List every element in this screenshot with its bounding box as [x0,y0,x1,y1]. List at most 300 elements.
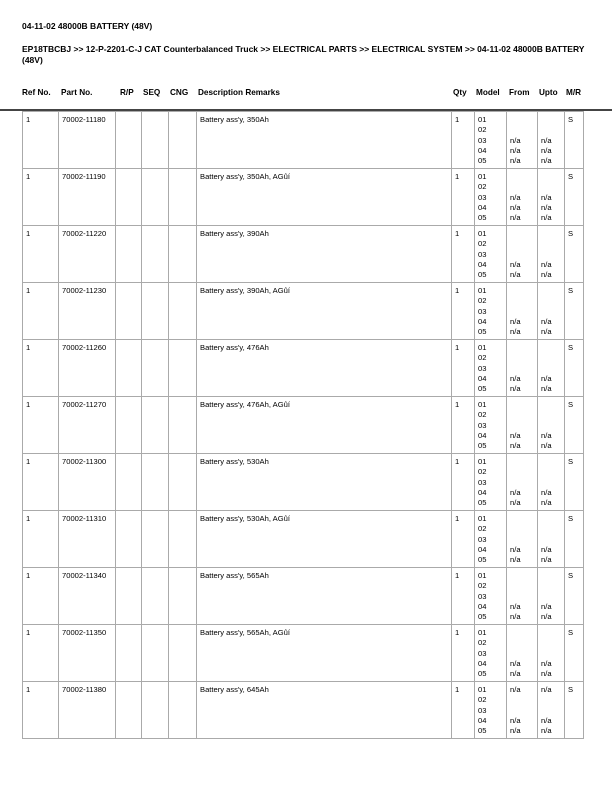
from-cell-line [510,400,534,410]
part-no-cell: 70002-11310 [59,511,116,568]
model-cell-line: 04 [478,316,487,326]
upto-cell [538,226,565,283]
mr-cell: S [565,511,584,568]
model-cell [475,454,507,511]
from-cell-line: n/a [510,441,521,451]
model-cell [475,112,507,169]
model-cell-line: 04 [478,715,487,725]
from-cell-line: n/a [510,601,521,611]
from-cell-line [510,467,534,477]
upto-cell-line: n/a [541,384,552,394]
upto-cell-line [541,457,561,467]
upto-cell-line: n/a [541,612,552,622]
upto-cell [538,340,565,397]
part-no-cell: 70002-11300 [59,454,116,511]
mr-cell: S [565,112,584,169]
upto-cell-line: n/a [541,213,552,223]
upto-cell-line: n/a [541,441,552,451]
upto-cell-line [541,296,561,306]
mr-cell: S [565,682,584,739]
from-cell-line [510,592,534,602]
from-cell-line [510,286,534,296]
from-cell-line [510,695,534,705]
mr-cell: S [565,397,584,454]
upto-cell-line [541,229,561,239]
seq-cell [142,397,169,454]
from-cell-line [510,457,534,467]
upto-cell-line: n/a [541,373,552,383]
mr-cell: S [565,454,584,511]
description-cell: Battery ass'y, 645Ah [197,682,452,739]
from-cell-line [510,172,534,182]
from-cell [507,397,538,454]
rp-cell [116,568,142,625]
rp-cell [116,682,142,739]
rp-cell [116,169,142,226]
col-mr: M/R [566,88,582,97]
upto-cell-line: n/a [541,135,552,145]
seq-cell [142,226,169,283]
part-no-cell: 70002-11230 [59,283,116,340]
ref-cell: 1 [23,112,59,169]
rp-cell [116,511,142,568]
rp-cell [116,340,142,397]
rp-cell [116,112,142,169]
cng-cell [169,682,197,739]
model-cell-line: 02 [478,182,487,192]
cng-cell [169,226,197,283]
ref-cell: 1 [23,568,59,625]
model-cell-line: 05 [478,384,487,394]
model-cell-line: 02 [478,524,487,534]
from-cell-line [510,343,534,353]
model-cell-line: 01 [478,115,487,124]
table-row [23,283,584,340]
description-cell: Battery ass'y, 476Ah, AGûí [197,397,452,454]
from-cell-line: n/a [510,498,521,508]
model-cell-line: 01 [478,400,487,409]
model-cell [475,226,507,283]
qty-cell: 1 [452,226,475,283]
col-cng: CNG [170,88,189,97]
description-cell: Battery ass'y, 565Ah [197,568,452,625]
upto-cell-line: n/a [541,259,552,269]
seq-cell [142,340,169,397]
model-cell [475,169,507,226]
upto-cell-line: n/a [541,685,552,694]
from-cell-line: n/a [510,213,521,223]
ref-cell: 1 [23,511,59,568]
col-rp: R/P [120,88,134,97]
from-cell [507,511,538,568]
qty-cell: 1 [452,511,475,568]
from-cell-line: n/a [510,135,521,145]
part-no-cell: 70002-11340 [59,568,116,625]
from-cell-line: n/a [510,555,521,565]
from-cell-line [510,250,534,260]
upto-cell-line [541,649,561,659]
model-cell-line: 01 [478,172,487,181]
from-cell-line [510,296,534,306]
model-cell-line: 02 [478,638,487,648]
upto-cell-line [541,638,561,648]
cng-cell [169,454,197,511]
model-cell [475,397,507,454]
model-cell-line: 01 [478,685,487,694]
from-cell-line [510,353,534,363]
upto-cell-line [541,571,561,581]
upto-cell-line: n/a [541,327,552,337]
upto-cell-line [541,125,561,135]
part-no-cell: 70002-11180 [59,112,116,169]
upto-cell-line [541,115,561,125]
model-cell-line: 04 [478,145,487,155]
model-cell-line: 01 [478,343,487,352]
model-cell-line: 01 [478,457,487,466]
from-cell-line [510,649,534,659]
upto-cell-line [541,250,561,260]
table-row [23,226,584,283]
col-ref: Ref No. [22,88,51,97]
col-seq: SEQ [143,88,161,97]
model-cell-line: 03 [478,420,487,430]
parts-table [22,111,584,739]
seq-cell [142,511,169,568]
from-cell-line: n/a [510,156,521,166]
from-cell-line [510,524,534,534]
model-cell-line: 01 [478,628,487,637]
upto-cell-line: n/a [541,544,552,554]
from-cell-line [510,638,534,648]
model-cell-line: 04 [478,373,487,383]
table-row [23,511,584,568]
model-cell-line: 05 [478,555,487,565]
upto-cell [538,454,565,511]
upto-cell-line: n/a [541,270,552,280]
cng-cell [169,283,197,340]
ref-cell: 1 [23,454,59,511]
table-row [23,397,584,454]
qty-cell: 1 [452,112,475,169]
model-cell-line: 03 [478,477,487,487]
part-no-cell: 70002-11380 [59,682,116,739]
seq-cell [142,568,169,625]
model-cell [475,568,507,625]
cng-cell [169,568,197,625]
mr-cell: S [565,226,584,283]
upto-cell-line: n/a [541,669,552,679]
from-cell-line [510,125,534,135]
from-cell-line: n/a [510,669,521,679]
upto-cell-line [541,467,561,477]
model-cell-line: 01 [478,571,487,580]
from-cell-line: n/a [510,544,521,554]
ref-cell: 1 [23,625,59,682]
col-from: From [509,88,530,97]
upto-cell-line: n/a [541,156,552,166]
cng-cell [169,169,197,226]
upto-cell-line [541,592,561,602]
model-cell-line: 02 [478,581,487,591]
model-cell-line: 02 [478,125,487,135]
model-cell-line: 03 [478,648,487,658]
from-cell-line [510,628,534,638]
model-cell-line: 05 [478,270,487,280]
from-cell-line: n/a [510,316,521,326]
description-cell: Battery ass'y, 390Ah [197,226,452,283]
table-row [23,169,584,226]
from-cell-line [510,307,534,317]
col-qty: Qty [453,88,467,97]
upto-cell-line [541,581,561,591]
model-cell [475,625,507,682]
from-cell-line [510,364,534,374]
model-cell-line: 02 [478,239,487,249]
description-cell: Battery ass'y, 476Ah [197,340,452,397]
table-row [23,454,584,511]
rp-cell [116,226,142,283]
upto-cell-line: n/a [541,715,552,725]
breadcrumb: EP18TBCBJ >> 12-P-2201-C-J CAT Counterbalanced Truck >> ELECTRICAL PARTS >> ELECTRICAL SYSTEM >> 04-11-02 48000B BATTERY (48V) [22,44,585,65]
seq-cell [142,625,169,682]
upto-cell-line [541,364,561,374]
model-cell-line: 04 [478,658,487,668]
upto-cell-line: n/a [541,726,552,736]
part-no-cell: 70002-11260 [59,340,116,397]
upto-cell-line [541,706,561,716]
upto-cell-line [541,353,561,363]
from-cell-line [510,478,534,488]
seq-cell [142,112,169,169]
model-cell-line: 03 [478,534,487,544]
from-cell-line: n/a [510,487,521,497]
from-cell-line [510,571,534,581]
upto-cell [538,568,565,625]
table-row [23,340,584,397]
model-cell-line: 04 [478,259,487,269]
mr-cell: S [565,625,584,682]
model-cell-line: 04 [478,202,487,212]
model-cell-line: 05 [478,726,487,736]
col-model: Model [476,88,500,97]
qty-cell: 1 [452,340,475,397]
upto-cell-line: n/a [541,192,552,202]
upto-cell [538,112,565,169]
cng-cell [169,112,197,169]
upto-cell [538,511,565,568]
upto-cell [538,682,565,739]
upto-cell [538,397,565,454]
mr-cell: S [565,340,584,397]
rp-cell [116,625,142,682]
from-cell-line: n/a [510,202,521,212]
upto-cell-line [541,695,561,705]
from-cell-line [510,229,534,239]
upto-cell-line [541,421,561,431]
model-cell-line: 01 [478,229,487,238]
description-cell: Battery ass'y, 530Ah, AGûí [197,511,452,568]
upto-cell-line: n/a [541,658,552,668]
qty-cell: 1 [452,454,475,511]
upto-cell [538,169,565,226]
model-cell-line: 04 [478,544,487,554]
cng-cell [169,340,197,397]
mr-cell: S [565,169,584,226]
upto-cell-line: n/a [541,430,552,440]
model-cell-line: 05 [478,441,487,451]
from-cell [507,169,538,226]
description-cell: Battery ass'y, 350Ah [197,112,452,169]
model-cell-line: 05 [478,213,487,223]
model-cell-line: 02 [478,410,487,420]
description-cell: Battery ass'y, 390Ah, AGûí [197,283,452,340]
from-cell-line [510,581,534,591]
from-cell-line [510,514,534,524]
model-cell-line: 03 [478,135,487,145]
part-no-cell: 70002-11190 [59,169,116,226]
seq-cell [142,682,169,739]
upto-cell-line: n/a [541,498,552,508]
mr-cell: S [565,283,584,340]
model-cell-line: 05 [478,612,487,622]
table-row [23,625,584,682]
description-cell: Battery ass'y, 530Ah [197,454,452,511]
upto-cell-line: n/a [541,316,552,326]
from-cell-line: n/a [510,685,521,694]
ref-cell: 1 [23,340,59,397]
upto-cell-line [541,182,561,192]
model-cell-line: 01 [478,514,487,523]
qty-cell: 1 [452,283,475,340]
upto-cell-line: n/a [541,487,552,497]
upto-cell-line [541,514,561,524]
seq-cell [142,169,169,226]
model-cell [475,340,507,397]
upto-cell-line [541,524,561,534]
upto-cell [538,283,565,340]
table-row [23,568,584,625]
from-cell [507,625,538,682]
from-cell [507,682,538,739]
from-cell-line: n/a [510,658,521,668]
ref-cell: 1 [23,682,59,739]
mr-cell: S [565,568,584,625]
ref-cell: 1 [23,397,59,454]
upto-cell-line: n/a [541,601,552,611]
upto-cell-line: n/a [541,145,552,155]
model-cell [475,682,507,739]
qty-cell: 1 [452,169,475,226]
model-cell-line: 02 [478,467,487,477]
upto-cell-line [541,478,561,488]
table-row [23,682,584,739]
page-title: 04-11-02 48000B BATTERY (48V) [22,21,153,31]
from-cell-line: n/a [510,715,521,725]
model-cell-line: 03 [478,192,487,202]
from-cell-line: n/a [510,327,521,337]
model-cell [475,283,507,340]
upto-cell-line [541,239,561,249]
part-no-cell: 70002-11350 [59,625,116,682]
cng-cell [169,625,197,682]
from-cell-line [510,535,534,545]
upto-cell-line: n/a [541,202,552,212]
from-cell-line: n/a [510,384,521,394]
from-cell-line: n/a [510,259,521,269]
description-cell: Battery ass'y, 350Ah, AGûí [197,169,452,226]
from-cell [507,112,538,169]
upto-cell-line: n/a [541,555,552,565]
part-no-cell: 70002-11270 [59,397,116,454]
from-cell-line: n/a [510,430,521,440]
col-desc: Description Remarks [198,88,280,97]
upto-cell-line [541,535,561,545]
qty-cell: 1 [452,682,475,739]
table-row [23,112,584,169]
upto-cell-line [541,307,561,317]
description-cell: Battery ass'y, 565Ah, AGûí [197,625,452,682]
from-cell [507,340,538,397]
seq-cell [142,454,169,511]
from-cell-line: n/a [510,270,521,280]
model-cell-line: 03 [478,363,487,373]
from-cell [507,283,538,340]
model-cell [475,511,507,568]
rp-cell [116,397,142,454]
upto-cell-line [541,172,561,182]
upto-cell-line [541,343,561,353]
ref-cell: 1 [23,226,59,283]
from-cell [507,568,538,625]
qty-cell: 1 [452,625,475,682]
model-cell-line: 02 [478,296,487,306]
from-cell [507,454,538,511]
from-cell-line: n/a [510,612,521,622]
from-cell-line [510,421,534,431]
qty-cell: 1 [452,568,475,625]
model-cell-line: 03 [478,705,487,715]
col-upto: Upto [539,88,558,97]
model-cell-line: 04 [478,430,487,440]
model-cell-line: 05 [478,156,487,166]
from-cell-line [510,706,534,716]
upto-cell-line [541,286,561,296]
upto-cell-line [541,400,561,410]
from-cell [507,226,538,283]
table-header [0,88,612,100]
cng-cell [169,511,197,568]
rp-cell [116,454,142,511]
ref-cell: 1 [23,283,59,340]
qty-cell: 1 [452,397,475,454]
from-cell-line: n/a [510,145,521,155]
from-cell-line: n/a [510,192,521,202]
from-cell-line [510,410,534,420]
upto-cell [538,625,565,682]
model-cell-line: 02 [478,353,487,363]
from-cell-line [510,239,534,249]
upto-cell-line [541,628,561,638]
from-cell-line [510,182,534,192]
model-cell-line: 04 [478,487,487,497]
seq-cell [142,283,169,340]
model-cell-line: 01 [478,286,487,295]
from-cell-line: n/a [510,373,521,383]
model-cell-line: 05 [478,498,487,508]
from-cell-line [510,115,534,125]
model-cell-line: 03 [478,306,487,316]
from-cell-line: n/a [510,726,521,736]
